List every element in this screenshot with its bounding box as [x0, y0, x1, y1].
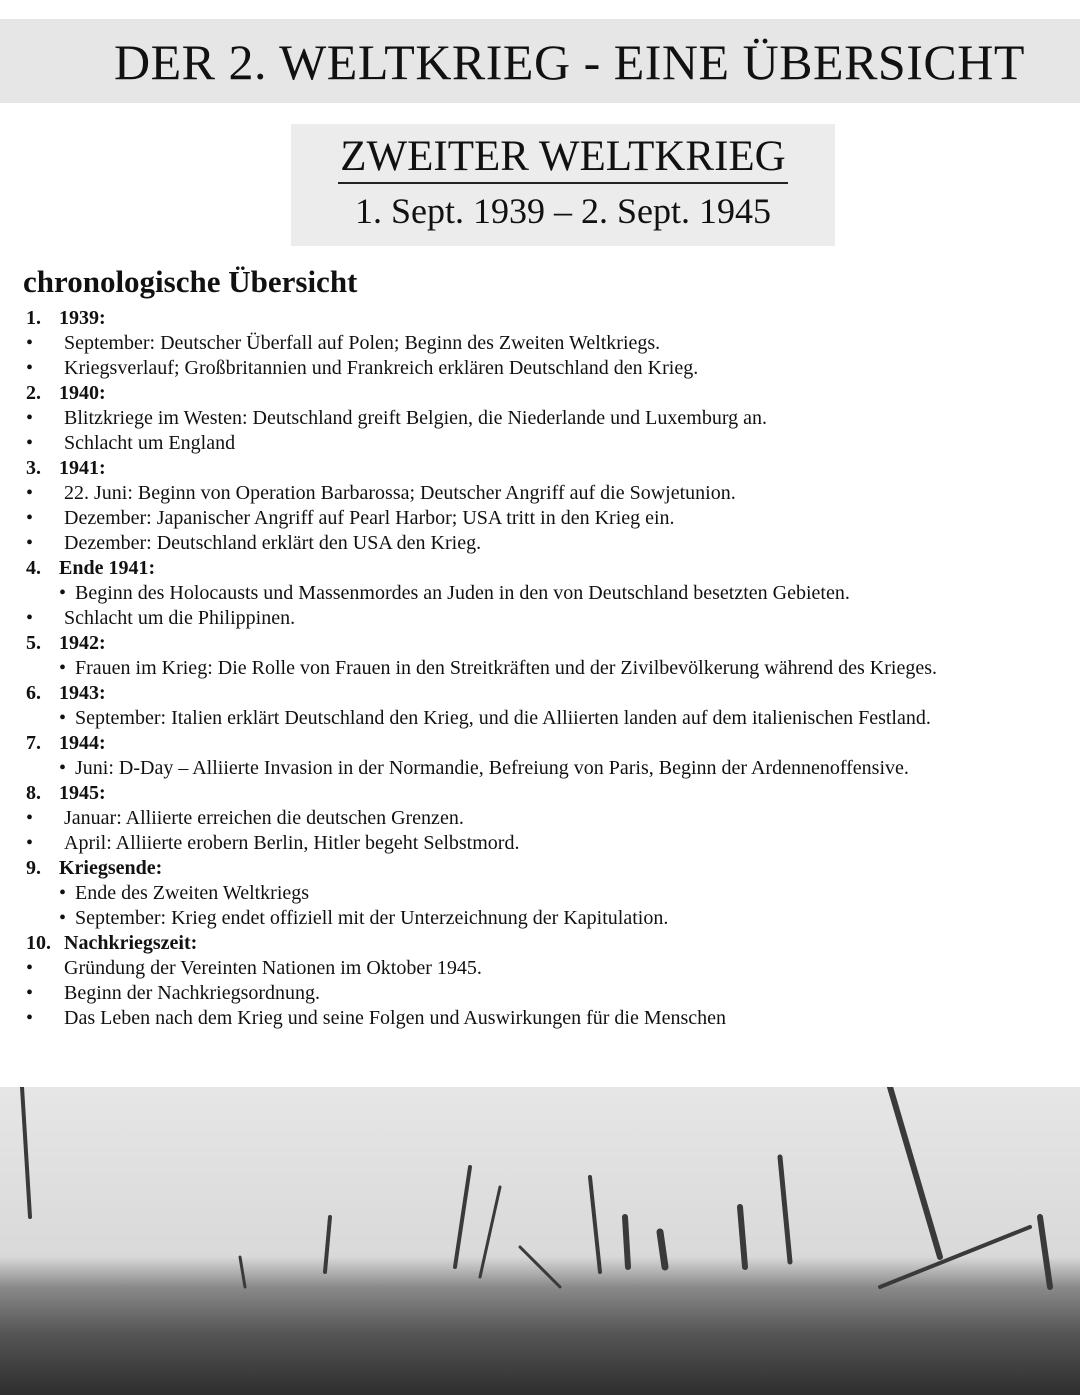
item-number: 6. [26, 682, 41, 704]
list-item [0, 606, 1080, 631]
list-item-text: September: Deutscher Überfall auf Polen; Beginn des Zweiten Weltkriegs. [64, 332, 661, 354]
item-heading: 1940: [59, 382, 106, 404]
list-item [0, 331, 1080, 356]
bullet-icon: • [26, 332, 34, 354]
list-item [0, 506, 1080, 531]
battlefield-image [0, 1087, 1080, 1395]
list-item [0, 356, 1080, 381]
bullet-icon: • [26, 432, 34, 454]
list-item-text: Blitzkriege im Westen: Deutschland greift Belgien, die Niederlande und Luxemburg an. [64, 407, 768, 429]
bullet-icon: • [59, 582, 67, 604]
box-title: ZWEITER WELTKRIEG [338, 133, 787, 184]
list-heading-row [0, 781, 1080, 806]
list-heading-row [0, 306, 1080, 331]
list-heading-row [0, 556, 1080, 581]
list-item-text: Juni: D-Day – Alliierte Invasion in der Normandie, Befreiung von Paris, Beginn der Ardennenoffensive. [75, 757, 909, 779]
list-item [0, 706, 1080, 731]
list-item [0, 531, 1080, 556]
list-heading-row [0, 856, 1080, 881]
item-number: 5. [26, 632, 41, 654]
bullet-icon: • [26, 832, 34, 854]
list-item [0, 1006, 1080, 1031]
item-heading: 1939: [59, 307, 106, 329]
title-banner [0, 19, 1080, 103]
list-item-text: Januar: Alliierte erreichen die deutschen Grenzen. [64, 807, 464, 829]
bullet-icon: • [26, 807, 34, 829]
list-item [0, 881, 1080, 906]
list-item-text: Gründung der Vereinten Nationen im Oktober 1945. [64, 957, 482, 979]
item-number: 2. [26, 382, 41, 404]
list-item [0, 431, 1080, 456]
list-item [0, 831, 1080, 856]
list-item-text: Kriegsverlauf; Großbritannien und Frankreich erklären Deutschland den Krieg. [64, 357, 699, 379]
list-heading-row [0, 731, 1080, 756]
item-number: 7. [26, 732, 41, 754]
item-heading: 1942: [59, 632, 106, 654]
bullet-icon: • [26, 982, 34, 1004]
list-item-text: Dezember: Deutschland erklärt den USA den Krieg. [64, 532, 482, 554]
list-item-text: April: Alliierte erobern Berlin, Hitler begeht Selbstmord. [64, 832, 520, 854]
list-item-text: Beginn des Holocausts und Massenmordes an Juden in den von Deutschland besetzten Gebieten. [75, 582, 850, 604]
list-item [0, 806, 1080, 831]
bullet-icon: • [59, 657, 67, 679]
item-number: 10. [26, 932, 51, 954]
list-item-text: 22. Juni: Beginn von Operation Barbarossa; Deutscher Angriff auf die Sowjetunion. [64, 482, 736, 504]
list-heading-row [0, 931, 1080, 956]
list-item [0, 656, 1080, 681]
list-item-text: Ende des Zweiten Weltkriegs [75, 882, 310, 904]
list-heading-row [0, 456, 1080, 481]
bullet-icon: • [26, 357, 34, 379]
list-item [0, 756, 1080, 781]
list-item-text: Schlacht um die Philippinen. [64, 607, 296, 629]
bullet-icon: • [59, 757, 67, 779]
bullet-icon: • [26, 1007, 34, 1029]
list-item-text: Das Leben nach dem Krieg und seine Folgen und Auswirkungen für die Menschen [64, 1007, 727, 1029]
item-number: 8. [26, 782, 41, 804]
list-item [0, 581, 1080, 606]
item-number: 9. [26, 857, 41, 879]
item-number: 4. [26, 557, 41, 579]
list-item-text: Beginn der Nachkriegsordnung. [64, 982, 321, 1004]
bullet-icon: • [26, 482, 34, 504]
item-number: 3. [26, 457, 41, 479]
bullet-icon: • [26, 607, 34, 629]
bullet-icon: • [59, 882, 67, 904]
bullet-icon: • [59, 707, 67, 729]
list-heading-row [0, 381, 1080, 406]
title-box [291, 124, 835, 246]
chronology-list [0, 306, 1080, 1031]
item-heading: 1945: [59, 782, 106, 804]
bullet-icon: • [26, 407, 34, 429]
list-item-text: Dezember: Japanischer Angriff auf Pearl Harbor; USA tritt in den Krieg ein. [64, 507, 675, 529]
battlefield-photo [0, 1087, 1080, 1395]
bullet-icon: • [59, 907, 67, 929]
list-item [0, 906, 1080, 931]
list-item [0, 481, 1080, 506]
bullet-icon: • [26, 532, 34, 554]
item-heading: Kriegsende: [59, 857, 163, 879]
list-item-text: Frauen im Krieg: Die Rolle von Frauen in den Streitkräften und der Zivilbevölkerung während des Krieges. [75, 657, 937, 679]
item-number: 1. [26, 307, 41, 329]
list-item [0, 956, 1080, 981]
box-dates: 1. Sept. 1939 – 2. Sept. 1945 [354, 191, 771, 231]
bullet-icon: • [26, 507, 34, 529]
list-item [0, 981, 1080, 1006]
list-heading-row [0, 631, 1080, 656]
list-item [0, 406, 1080, 431]
list-heading-row [0, 681, 1080, 706]
list-item-text: September: Krieg endet offiziell mit der Unterzeichnung der Kapitulation. [75, 907, 669, 929]
item-heading: 1944: [59, 732, 106, 754]
page-title: DER 2. WELTKRIEG - EINE ÜBERSICHT [114, 34, 1025, 90]
bullet-icon: • [26, 957, 34, 979]
item-heading: Ende 1941: [59, 557, 156, 579]
list-item-text: September: Italien erklärt Deutschland den Krieg, und die Alliierten landen auf dem italienischen Festland. [75, 707, 931, 729]
item-heading: Nachkriegszeit: [64, 932, 198, 954]
item-heading: 1941: [59, 457, 106, 479]
list-item-text: Schlacht um England [64, 432, 236, 454]
item-heading: 1943: [59, 682, 106, 704]
section-title: chronologische Übersicht [23, 264, 358, 299]
